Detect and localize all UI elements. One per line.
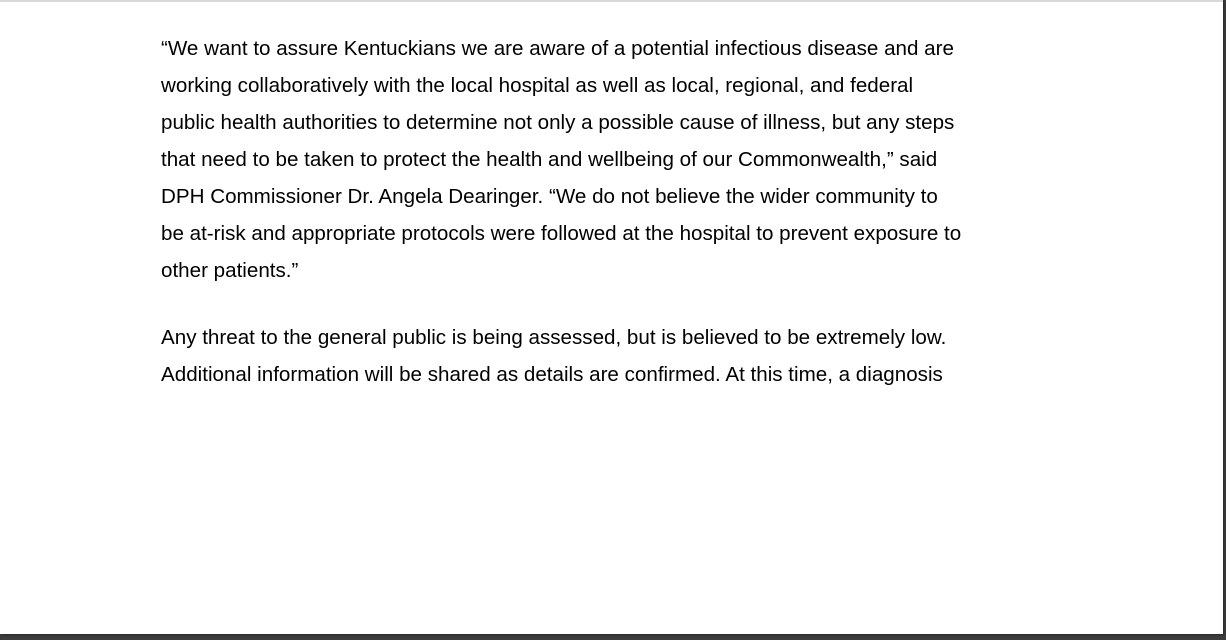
text-line: other patients.” bbox=[161, 259, 299, 282]
page-top-edge bbox=[0, 0, 1223, 2]
paragraph-quote bbox=[161, 30, 1066, 289]
text-line: “We want to assure Kentuckians we are aware of a potential infectious disease and are bbox=[161, 37, 954, 60]
text-line: that need to be taken to protect the health and wellbeing of our Commonwealth,” said bbox=[161, 148, 938, 171]
text-line: Any threat to the general public is being assessed, but is believed to be extremely low. bbox=[161, 326, 947, 349]
paragraph-spacer bbox=[161, 289, 1066, 319]
text-line: be at-risk and appropriate protocols were followed at the hospital to prevent exposure to bbox=[161, 222, 962, 245]
text-line: working collaboratively with the local hospital as well as local, regional, and federal bbox=[161, 74, 914, 97]
text-line: Additional information will be shared as details are confirmed. At this time, a diagnosis bbox=[161, 363, 943, 386]
text-line: DPH Commissioner Dr. Angela Dearinger. “We do not believe the wider community to bbox=[161, 185, 938, 208]
paragraph-threat-assessment bbox=[161, 319, 1066, 393]
text-line: public health authorities to determine not only a possible cause of illness, but any steps bbox=[161, 111, 955, 134]
page-content bbox=[161, 30, 1066, 393]
